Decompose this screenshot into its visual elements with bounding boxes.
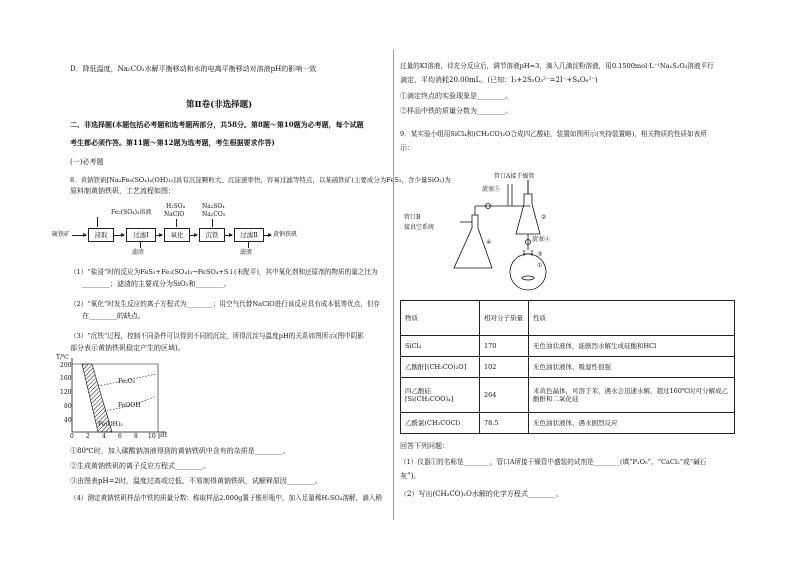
ytick-160: 160 — [60, 375, 72, 382]
cell-molar-mass: 102 — [480, 357, 529, 378]
q9-part2: （2）写出(CH₃CO)₂O水解的化学方程式________。 — [400, 490, 563, 498]
plug-5-label: 旋塞⑤ — [482, 186, 501, 193]
titration-q2: ②样品中铁的质量分数为________。 — [400, 107, 512, 115]
header-molar-mass: 相对分子质量 — [480, 301, 529, 336]
q8-3-sub3: ③由图表pH=2时，温度过高或过低，不易制得黄钠铁矾，试解释原因________。 — [70, 477, 322, 485]
q8-3-sub2: ②生成黄钠铁矾的离子反应方程式________。 — [70, 462, 210, 470]
step-leaching: 浸取 — [88, 228, 114, 242]
titration-line-1: 过量的KI溶液，待充分反应后，调节溶液pH=3，滴入几滴淀粉溶液，用0.1500mol·L⁻¹Na₂S₂O₃溶液平行 — [400, 62, 714, 70]
ytick-40: 40 — [64, 417, 72, 424]
xtick-10: 10 — [148, 433, 156, 440]
titration-line-2: 滴定，平均消耗20.00mL。(已知：I₂+2S₂O₃²⁻=2I⁻+S₄O₆²⁻) — [400, 76, 598, 84]
product-label: 黄钠铁矾 — [273, 231, 298, 238]
properties-table — [400, 300, 735, 434]
q9-part1-b: 灰”)。 — [400, 472, 421, 480]
header-properties: 性质 — [529, 301, 735, 336]
q8-part3-a: （3）“沉铁”过程，控制不同条件可以得到不同的沉淀，所得沉淀与温度pH的关系如图所示(图中阴影 — [70, 332, 364, 340]
step-iron-precipitation: 沉铁 — [199, 228, 225, 242]
q8-part2-b: 在________的缺点。 — [82, 312, 145, 320]
q8-part3-b: 部分表示黄钠铁矾稳定产生的区域)。 — [70, 344, 185, 352]
ytick-120: 120 — [60, 389, 72, 396]
step-oxidation: 氧化 — [164, 228, 190, 242]
q8-part2-a: （2）“氧化”时发生反应的离子方程式为________；用空气代替NaClO进行该反应具有成本低等优点，但存 — [70, 300, 381, 308]
step-filter-2: 过滤Ⅱ — [234, 228, 264, 242]
table-row — [401, 413, 735, 434]
graph-ylabel: T/℃ — [56, 354, 69, 361]
region-feoh3: Fe(OH)₃ — [98, 421, 123, 428]
precipitate-phase-diagram — [58, 356, 178, 444]
q8-intro-1: 8．黄钠铁矾[Na₂Fe₆(SO₄)₄(OH)₁₂]具有沉淀颗粒大、沉淀速率快、容易过滤等特点，以某硫铁矿(主要成分为FeS₂，含少量SiO₂)为 — [70, 176, 451, 184]
ytick-200: 200 — [60, 362, 72, 369]
ytick-80: 80 — [64, 403, 72, 410]
cell-substance: 乙酰氯(CH₃COCl) — [401, 413, 480, 434]
cell-substance: 乙酸酐[(CH₃CO)₂O] — [401, 357, 480, 378]
q9-part1-a: （1）仪器①的名称是________，管口A所接干燥管中盛装的试剂是________(填“P₂O₅”、“CaCl₂”或“碱石 — [400, 458, 707, 466]
table-row — [401, 357, 735, 378]
raw-material: 硫铁矿 — [52, 231, 71, 238]
cell-molar-mass: 78.5 — [480, 413, 529, 434]
q8-3-sub1: ①80℃时，加入碳酸钠溶液得到的黄钠铁矾中含有的杂质是________。 — [70, 447, 290, 455]
q8-part4: （4）测定黄钠铁矾样品中铁的质量分数：称取样品2.000g置于锥形瓶中，加入足量稀H₂SO₄溶解，滴入稍 — [70, 494, 383, 502]
required-subtitle: (一)必考题 — [70, 158, 104, 166]
pipe-a-label: 管口A接干燥管 — [494, 173, 535, 180]
column-divider — [393, 50, 394, 520]
cell-properties: 米黄色晶体，可溶于苯，遇水会迅速水解，超过160℃时可分解成乙酸酐和二氧化硅 — [529, 378, 735, 413]
xtick-4: 4 — [102, 433, 106, 440]
q9-intro-2: 示： — [400, 144, 414, 152]
vacuum-label: 接真空系统 — [404, 224, 435, 231]
cell-properties: 无色油状液体，遇水剧烈反应 — [529, 413, 735, 434]
cell-properties: 无色油状液体，能剧烈水解生成硅酸和HCl — [529, 336, 735, 357]
num-1-label: ① — [537, 262, 543, 269]
titration-q1: ①滴定终点的实验现象是________。 — [400, 92, 512, 100]
cell-substance: SiCl₄ — [401, 336, 480, 357]
region-feooh: FeOOH — [118, 402, 141, 409]
pipe-b-label: 管口B — [404, 214, 421, 221]
residue-label: 滤渣 — [132, 249, 145, 256]
q8-intro-2: 原料制黄钠铁矾，工艺流程如图： — [70, 187, 175, 195]
table-header-row — [401, 301, 735, 336]
answer-title: 回答下列问题： — [400, 442, 449, 450]
reagent-na2so4: Na₂SO₄ — [202, 203, 225, 210]
filtrate-label: 滤液 — [240, 249, 253, 256]
q8-part1-b: ________；滤渣的主要成分为SiO₂和________。 — [82, 280, 231, 288]
q8-part1-a: （1）“盐浸”时的反应为FeS₂+Fe₂(SO₄)₃→FeSO₄+S↓(未配平)，其中氧化剂和还原剂的物质的量之比为 — [70, 268, 378, 276]
section-title: 第Ⅱ卷(非选择题) — [186, 100, 253, 110]
reagent-fe2so43: Fe₂(SO₄)₃溶液 — [111, 209, 152, 216]
table-row — [401, 336, 735, 357]
table-row — [401, 378, 735, 413]
cell-properties: 无色油状液体，吸湿性很强 — [529, 357, 735, 378]
reagent-naclo: NaClO — [164, 211, 185, 218]
reagent-h2so4: H₂SO₄ — [166, 203, 186, 210]
xtick-2: 2 — [86, 433, 90, 440]
section-desc-2: 考生都必须作答。第11题～第12题为选考题，考生根据要求作答) — [70, 138, 275, 147]
graph-xlabel: pH — [158, 432, 168, 439]
num-4-label: ④ — [486, 239, 492, 246]
num-2-label: ② — [541, 214, 547, 221]
xtick-8: 8 — [134, 433, 138, 440]
cell-substance: 四乙酸硅[Si(CH₃COO)₄] — [401, 378, 480, 413]
q9-intro-1: 9．某实验小组用SiCl₄和(CH₃CO)₂O合成四乙酸硅，装置如图所示(夹持装置略)，相关物质的性质如表所 — [400, 130, 707, 138]
plug-4-label: 旋塞④ — [532, 236, 551, 243]
xtick-6: 6 — [118, 433, 122, 440]
section-desc-1: 二、非选择题(本题包括必考题和选考题两部分，共58分。第8题～第10题为必考题，每个试题 — [70, 120, 364, 129]
option-d-text: D．降低温度，Na₂CO₃水解平衡移动和水的电离平衡移动对溶液pH的影响一致 — [70, 65, 317, 73]
region-fe2o3: Fe₂O₃ — [118, 378, 136, 385]
cell-molar-mass: 264 — [480, 378, 529, 413]
reagent-na2co3: Na₂CO₃ — [202, 211, 226, 218]
step-filter-1: 过滤Ⅰ — [126, 228, 156, 242]
synthesis-apparatus — [440, 170, 580, 298]
xtick-0: 0 — [70, 433, 74, 440]
header-substance: 物质 — [401, 301, 480, 336]
num-3-label: ③ — [537, 251, 543, 258]
cell-molar-mass: 170 — [480, 336, 529, 357]
